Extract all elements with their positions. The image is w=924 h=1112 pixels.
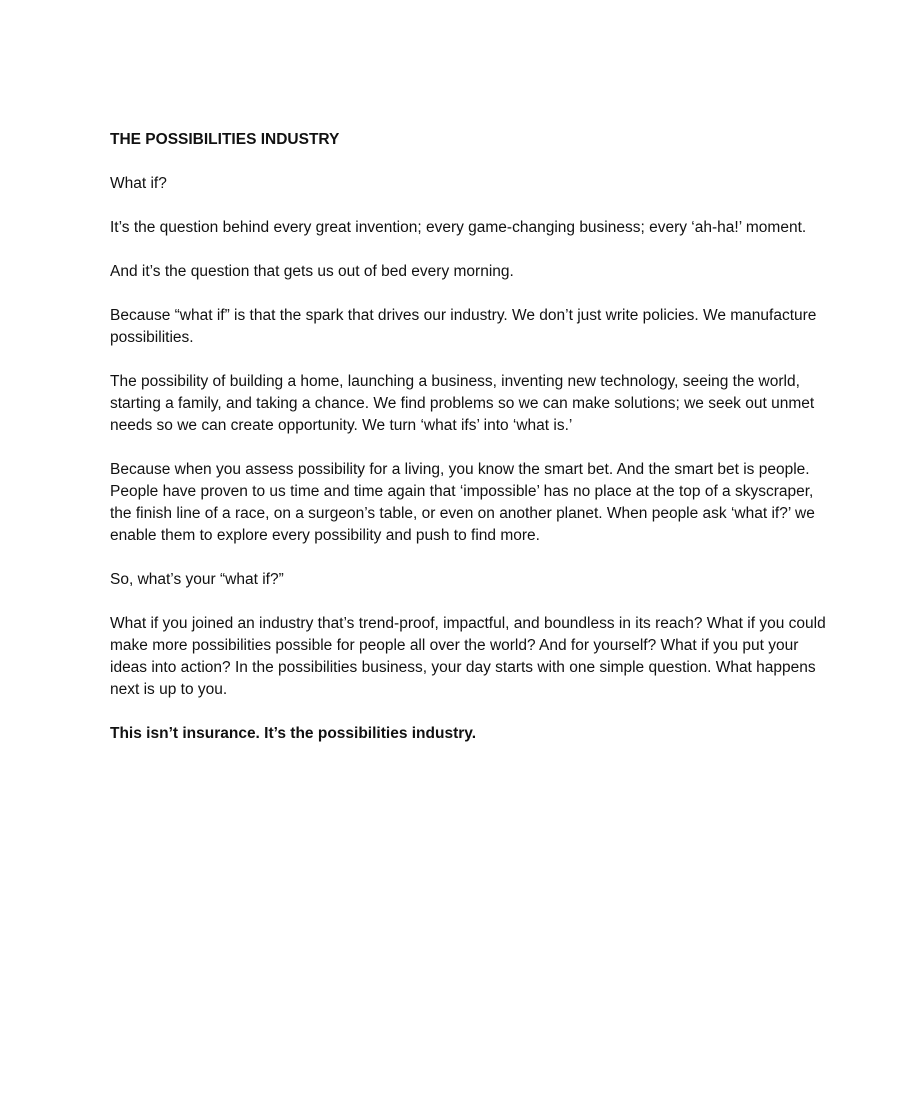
paragraph-spark: Because “what if” is that the spark that drives our industry. We don’t just write policies. We manufacture possibilities.	[110, 307, 817, 346]
closing-statement: This isn’t insurance. It’s the possibilities industry.	[110, 725, 477, 742]
paragraph-question: It’s the question behind every great invention; every game-changing business; every ‘ah-ha!’ moment.	[110, 219, 807, 236]
paragraph-possibility-of-building: The possibility of building a home, launching a business, inventing new technology, seeing the world, starting a family, and taking a chance. We find problems so we can make solutions; we seek out unmet needs so we can create opportunity. We turn ‘what ifs’ into ‘what is.’	[110, 373, 815, 434]
paragraph-smart-bet: Because when you assess possibility for a living, you know the smart bet. And the smart bet is people. People have proven to us time and time again that ‘impossible’ has no place at the top of a skyscraper, the finish line of a race, on a surgeon’s table, or even on another planet. When people ask ‘what if?’ we enable them to explore every possibility and push to find more.	[110, 461, 815, 544]
document-body	[110, 129, 830, 767]
paragraph-your-what-if: So, what’s your “what if?”	[110, 571, 284, 588]
paragraph-out-of-bed: And it’s the question that gets us out of bed every morning.	[110, 263, 514, 280]
paragraph-join-industry: What if you joined an industry that’s trend-proof, impactful, and boundless in its reach? What if you could make more possibilities possible for people all over the world? And for yourself? What if you put your ideas into action? In the possibilities business, your day starts with one simple question. What happens next is up to you.	[110, 615, 826, 698]
paragraph-what-if: What if?	[110, 175, 167, 192]
document-title: THE POSSIBILITIES INDUSTRY	[110, 131, 340, 148]
